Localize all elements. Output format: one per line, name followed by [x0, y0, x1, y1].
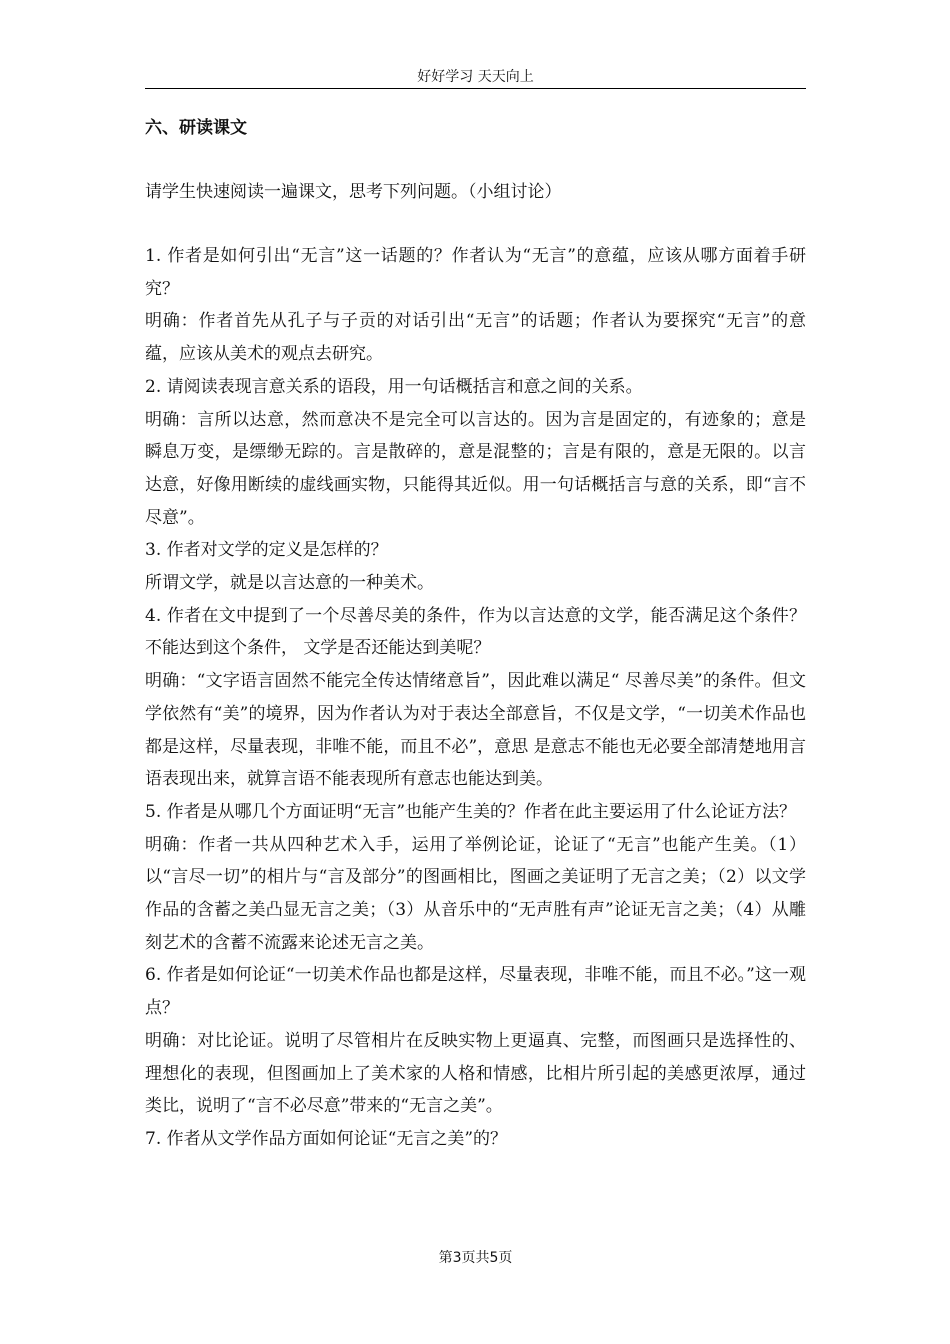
answer-1: 明确：作者首先从孔子与子贡的对话引出“无言”的话题；作者认为要探究“无言”的意蕴，应该从美术的观点去研究。	[145, 311, 806, 365]
qa-content	[145, 240, 806, 1156]
question-2: 2. 请阅读表现言意关系的语段，用一句话概括言和意之间的关系。	[145, 376, 643, 397]
question-6: 6. 作者是如何论证“一切美术作品也都是这样，尽量表现，非唯不能，而且不必。”这一观点？	[145, 965, 806, 1019]
question-1: 1. 作者是如何引出“无言”这一话题的？作者认为“无言”的意蕴，应该从哪方面着手研究？	[145, 246, 806, 299]
intro-paragraph: 请学生快速阅读一遍课文，思考下列问题。（小组讨论）	[145, 182, 562, 202]
question-5: 5. 作者是从哪几个方面证明“无言”也能产生美的？作者在此主要运用了什么论证方法？	[145, 801, 797, 822]
header-divider	[145, 88, 806, 89]
answer-6: 明确：对比论证。说明了尽管相片在反映实物上更逼真、完整，而图画只是选择性的、理想化的表现，但图画加上了美术家的人格和情感，比相片所引起的美感更浓厚，通过类比，说明了“言不必尽意”带来的“无言之美”。	[145, 1030, 806, 1117]
question-7: 7. 作者从文学作品方面如何论证“无言之美”的？	[145, 1128, 508, 1149]
question-4: 4. 作者在文中提到了一个尽善尽美的条件，作为以言达意的文学，能否满足这个条件？不能达到这个条件， 文学是否还能达到美呢？	[145, 605, 806, 659]
page-header: 好好学习 天天向上	[417, 69, 534, 85]
section-title: 六、研读课文	[145, 118, 247, 138]
answer-5: 明确：作者一共从四种艺术入手，运用了举例论证，论证了“无言”也能产生美。（1）以“言尽一切”的相片与“言及部分”的图画相比，图画之美证明了无言之美；（2）以文学作品的含蓄之美凸显无言之美；（3）从音乐中的“无声胜有声”论证无言之美；（4）从雕刻艺术的含蓄不流露来论述无言之美。	[145, 834, 806, 953]
answer-3: 所谓文学，就是以言达意的一种美术。	[145, 573, 434, 594]
answer-2: 明确：言所以达意，然而意决不是完全可以言达的。因为言是固定的，有迹象的；意是瞬息万变，是缥缈无踪的。言是散碎的，意是混整的；言是有限的，意是无限的。以言达意，好像用断续的虚线画实物，只能得其近似。用一句话概括言与意的关系，即“言不尽意”。	[145, 409, 806, 528]
answer-4: 明确：“文字语言固然不能完全传达情绪意旨”，因此难以满足“ 尽善尽美”的条件。但文学依然有“美”的境界，因为作者认为对于表达全部意旨，不仅是文学，“一切美术作品也都是这样，尽量表现，非唯不能，而且不必”，意思 是意志不能也无必要全部清楚地用言语表现出来，就算言语不能表现所有意志也能达到美。	[145, 671, 806, 790]
page-footer: 第3页共5页	[438, 1250, 513, 1266]
question-3: 3. 作者对文学的定义是怎样的？	[145, 540, 388, 561]
